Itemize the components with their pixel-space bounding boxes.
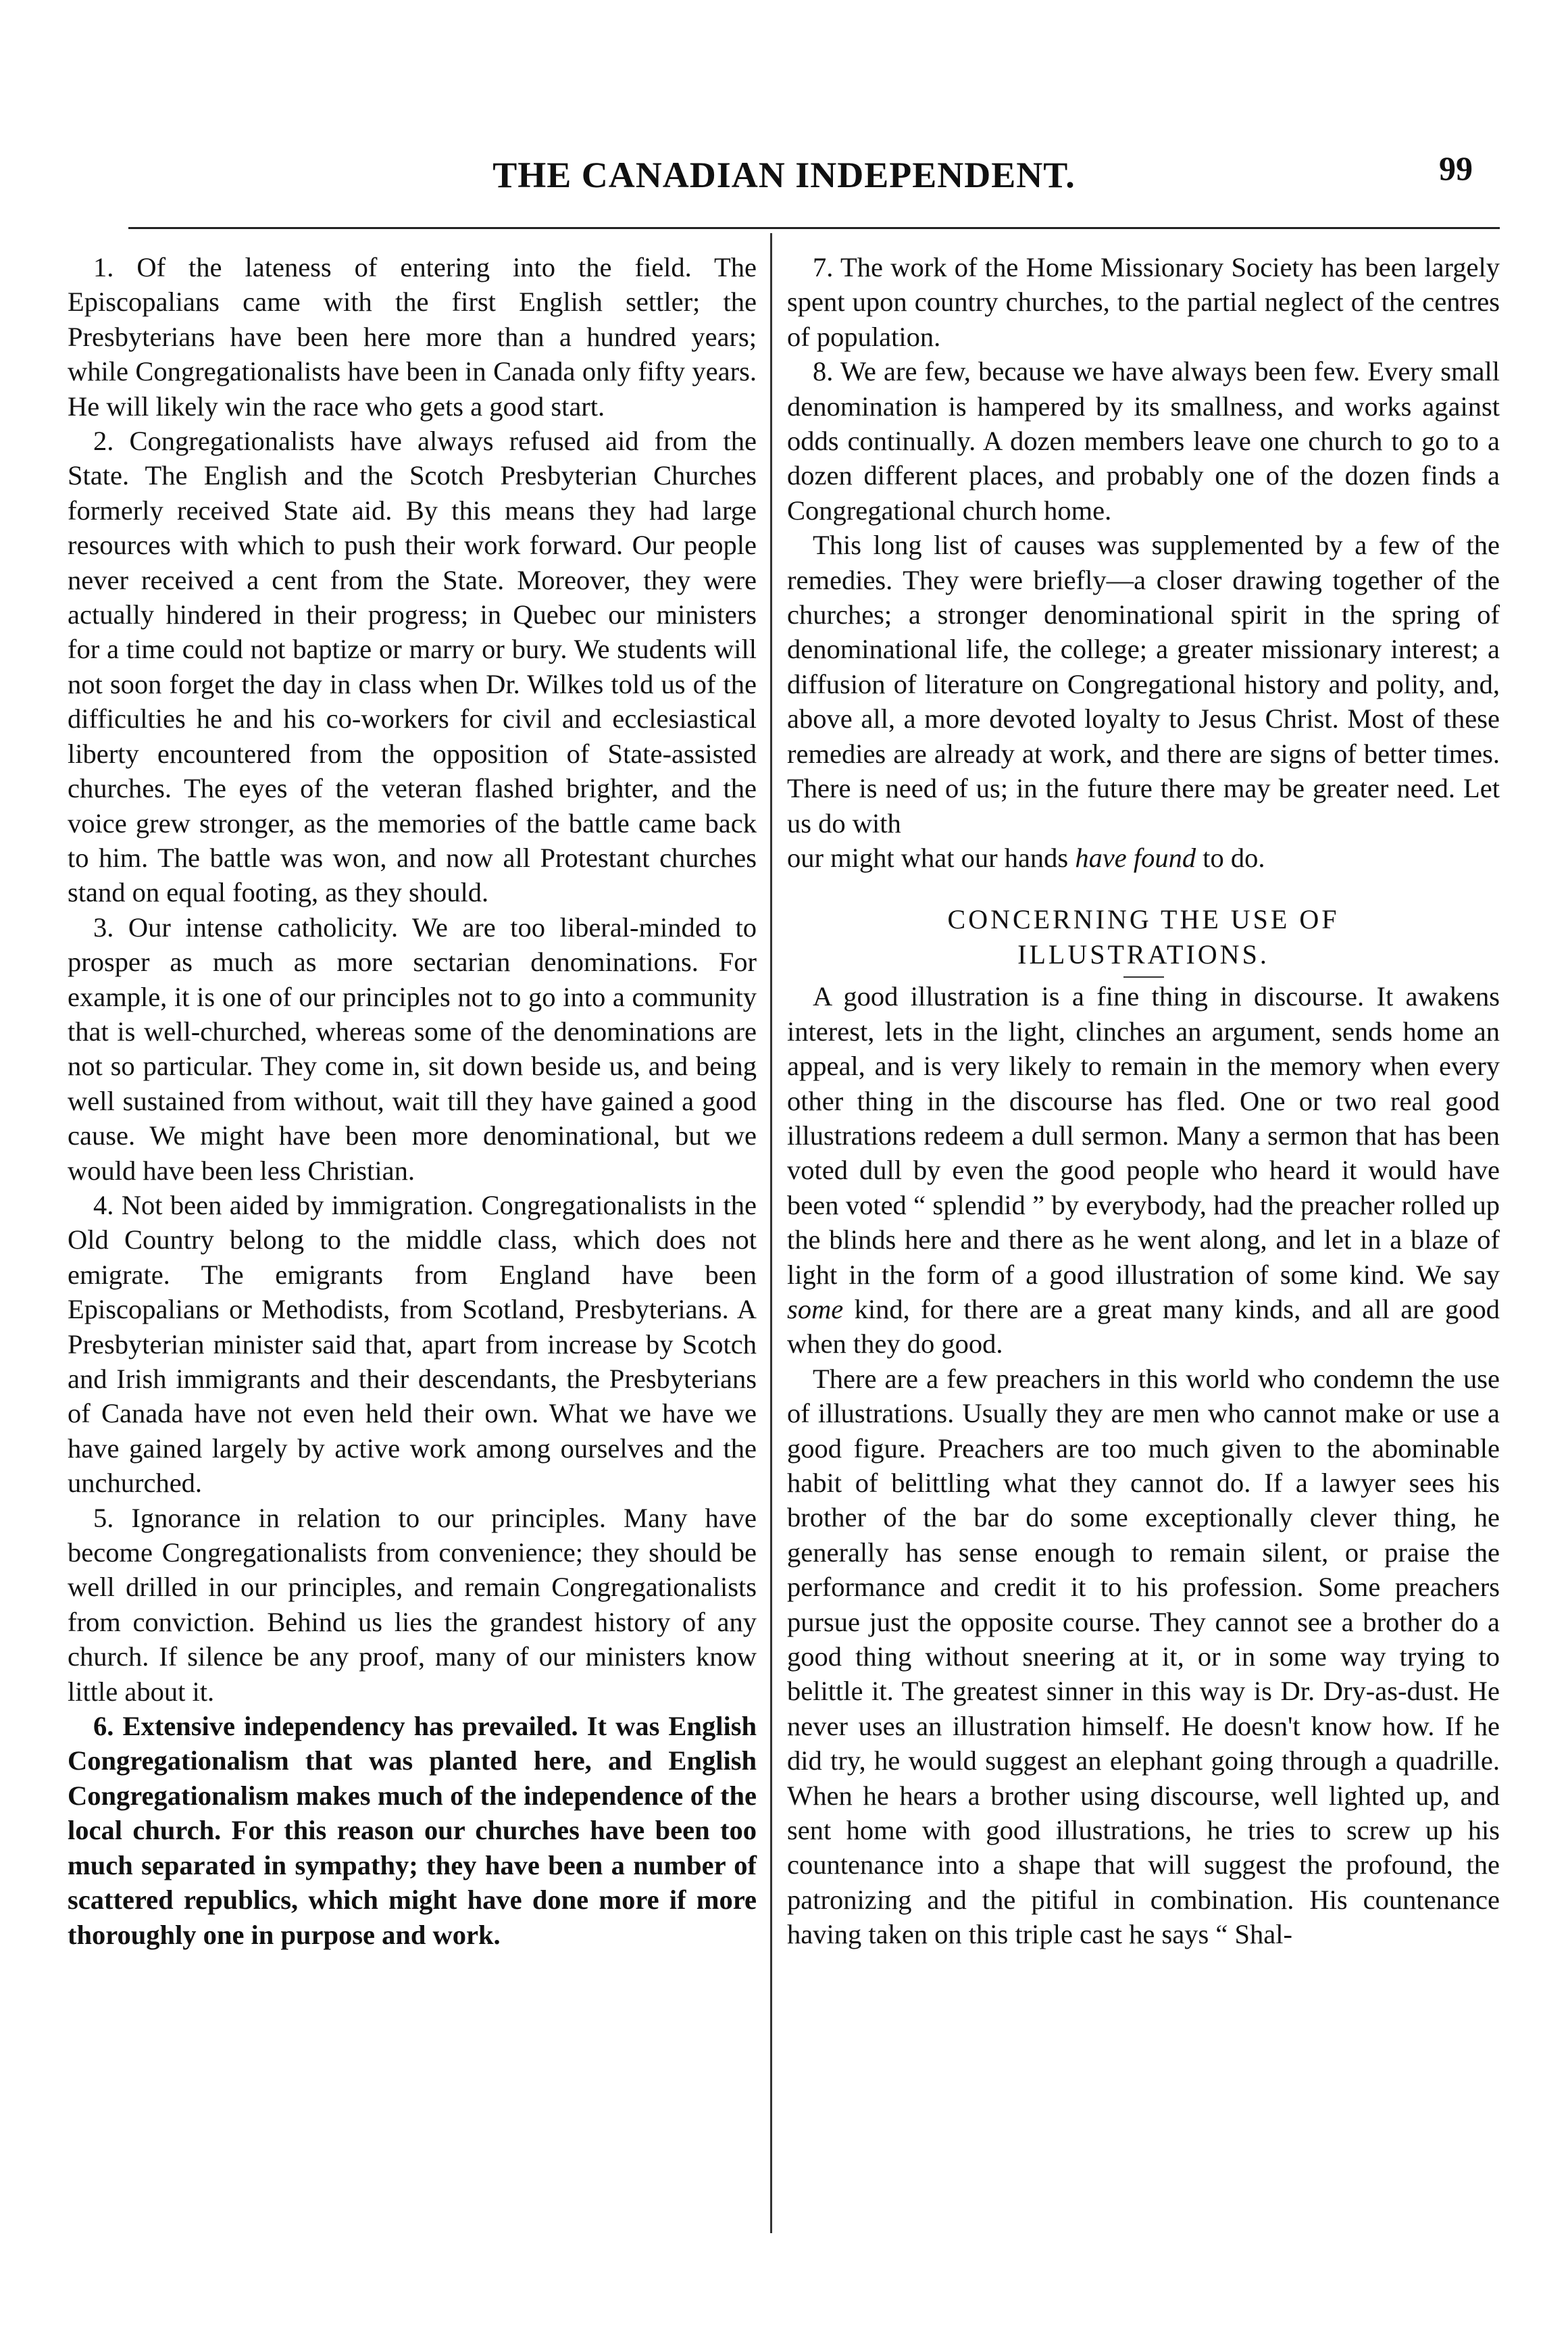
text-run: our might what our hands <box>787 842 1076 873</box>
right-column <box>787 250 1500 1952</box>
section-rule <box>1123 976 1164 978</box>
paragraph <box>787 979 1500 1361</box>
section-heading <box>787 902 1500 972</box>
paragraph: 2. Congregationalists have always refused aid from the State. The English and the Scotch Presbyterian Churches formerly received State aid. By this means they had large resources with which to push their work forward. Our people never received a cent from the State. Moreover, they were actually hindered in their progress; in Quebec our ministers for a time could not baptize or marry or bury. We students will not soon forget the day in class when Dr. Wilkes told us of the difficulties he and his co-workers for civil and ecclesiastical liberty encountered from the opposition of State-assisted churches. The eyes of the veteran flashed brighter, and the voice grew stronger, as the memories of the battle came back to him. The battle was won, and now all Protestant churches stand on equal footing, as they should. <box>68 426 757 908</box>
paragraph: 7. The work of the Home Missionary Society has been largely spent upon country churches, to the partial neglect of the centres of population. <box>787 252 1500 352</box>
running-title: THE CANADIAN INDEPENDENT. <box>492 155 1076 195</box>
paragraph: This long list of causes was supplemented by a few of the remedies. They were briefly—a closer drawing together of the churches; a stronger denominational spirit in the spring of denominational life, the college; a greater missionary interest; a diffusion of literature on Congregational history and polity, and, above all, a more devoted loyalty to Jesus Christ. Most of these remedies are already at work, and there are signs of better times. There is need of us; in the future there may be greater need. Let us do with <box>787 530 1500 839</box>
paragraph: 8. We are few, because we have always been few. Every small denomination is hampered by its smallness, and works against odds continually. A dozen members leave one church to go to a dozen different places, and probably one of the dozen finds a Congregational church home. <box>787 356 1500 526</box>
section-heading-line: CONCERNING THE USE OF <box>947 904 1340 935</box>
page-number: 99 <box>1439 149 1473 187</box>
text-run: A good illustration is a fine thing in discourse. It awakens interest, lets in the light, clinches an argument, sends home an appeal, and is very likely to remain in the memory when every other thing in the discourse has fled. One or two real good illustrations redeem a dull sermon. Many a sermon that has been voted dull by even the good people who heard it would have been voted “ splendid ” by everybody, had the preacher rolled up the blinds here and there as he went along, and let in a blaze of light in the form of a good illustration of some kind. We say <box>787 981 1500 1290</box>
emphasis: some <box>787 1293 844 1324</box>
paragraph: There are a few preachers in this world who condemn the use of illustrations. Usually they are men who cannot make or use a good figure. Preachers are too much given to the abominable habit of belittling what they cannot do. If a lawyer sees his brother of the bar do some exceptionally clever thing, he generally has sense enough to remain silent, or praise the performance and credit it to his profession. Some preachers pursue just the opposite course. They cannot see a brother do a good thing without sneering at it, or in some way trying to belittle it. The greatest sinner in this way is Dr. Dry-as-dust. He never uses an illustration himself. He doesn't know how. If he did try, he would suggest an elephant going through a quadrille. When he hears a brother using discourse, well lighted up, and sent home with good illustrations, he tries to screw up his countenance into a shape that will suggest the profound, the patronizing and the pitiful in combination. His countenance having taken on this triple cast he says “ Shal- <box>787 1363 1500 1950</box>
paragraph-continuation <box>787 841 1500 875</box>
text-run: to do. <box>1196 842 1265 873</box>
paragraph: 5. Ignorance in relation to our principles. Many have become Congregationalists from convenience; they should be well drilled in our principles, and remain Congregationalists from conviction. Behind us lies the grandest history of any church. If silence be any proof, many of our ministers know little about it. <box>68 1502 757 1707</box>
column-divider <box>770 233 772 2233</box>
paragraph: 1. Of the lateness of entering into the field. The Episcopalians came with the first English settler; the Presbyterians have been here more than a hundred years; while Congregationalists have been in Canada only fifty years. He will likely win the race who gets a good start. <box>68 252 757 422</box>
left-column <box>68 250 757 1952</box>
paragraph-bold: 6. Extensive independency has prevailed. It was English Congregationalism that was planted here, and English Congregationalism makes much of the independence of the local church. For this reason our churches have been too much separated in sympathy; they have been a number of scattered republics, which might have done more if more thoroughly one in purpose and work. <box>68 1711 757 1950</box>
paragraph: 4. Not been aided by immigration. Congregationalists in the Old Country belong to the middle class, which does not emigrate. The emigrants from England have been Episcopalians or Methodists, from Scotland, Presbyterians. A Presbyterian minister said that, apart from increase by Scotch and Irish immigrants and their descendants, the Presbyterians of Canada have not even held their own. What we have we have gained largely by active work among ourselves and the unchurched. <box>68 1189 757 1499</box>
emphasis: have found <box>1075 842 1196 873</box>
section-heading-line: ILLUSTRATIONS. <box>1017 939 1269 970</box>
paragraph: 3. Our intense catholicity. We are too liberal-minded to prosper as much as more sectarian denominations. For example, it is one of our principles not to go into a community that is well-churched, whereas some of the denominations are not so particular. They come in, sit down beside us, and being well sustained from without, wait till they have gained a good cause. We might have been more denominational, but we would have been less Christian. <box>68 912 757 1186</box>
text-run: kind, for there are a great many kinds, and all are good when they do good. <box>787 1293 1500 1359</box>
header-rule <box>128 227 1500 229</box>
